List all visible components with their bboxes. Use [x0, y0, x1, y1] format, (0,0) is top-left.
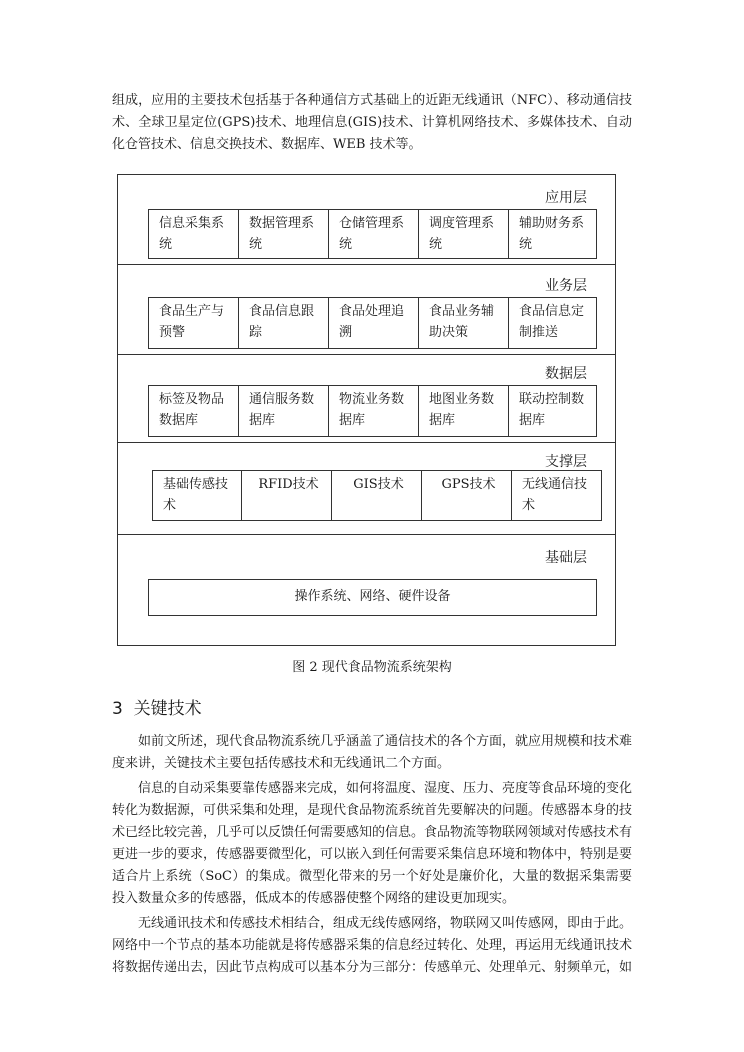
- layer-cell: 联动控制数据库: [519, 392, 585, 428]
- layer-cell: GIS技术: [332, 471, 422, 520]
- layer-title: 支撑层: [545, 454, 587, 470]
- layer-support: [118, 443, 615, 535]
- layer-title: 基础层: [545, 550, 587, 566]
- layer-cell: GPS技术: [422, 471, 512, 520]
- section-title: 关键技术: [133, 699, 202, 719]
- layer-cell: RFID技术: [242, 471, 332, 520]
- layer-foundation: [118, 535, 615, 645]
- layer-cell: 辅助财务系统: [519, 216, 585, 252]
- layer-row: [148, 209, 597, 259]
- figure-caption: 图 2 现代食品物流系统架构: [292, 660, 452, 675]
- section-heading: [112, 694, 202, 719]
- layer-data: [118, 355, 615, 443]
- layer-cell: 标签及物品数据库: [149, 386, 239, 436]
- layer-title: 数据层: [545, 366, 587, 382]
- layer-cell: 食品处理追溯: [329, 298, 419, 348]
- layer-row: [152, 470, 602, 521]
- architecture-figure: [117, 174, 616, 646]
- layer-application: [118, 175, 615, 265]
- layer-cell: 通信服务数据库: [239, 386, 329, 436]
- layer-row: [148, 385, 597, 437]
- layer-cell: 无线通信技术: [522, 477, 588, 513]
- body-paragraph: 如前文所述，现代食品物流系统几乎涵盖了通信技术的各个方面，就应用规模和技术难度来讲，关键技术主要包括传感技术和无线通讯二个方面。: [112, 734, 633, 771]
- layer-cell: 地图业务数据库: [419, 386, 509, 436]
- layer-cell: 食品信息跟踪: [239, 298, 329, 348]
- layer-cell: 物流业务数据库: [329, 386, 419, 436]
- layer-row: [148, 297, 597, 349]
- section-number: 3: [112, 699, 123, 719]
- layer-title: 业务层: [545, 278, 587, 294]
- layer-business: [118, 265, 615, 355]
- layer-cell: 仓储管理系统: [329, 210, 419, 258]
- foundation-box: 操作系统、网络、硬件设备: [148, 579, 597, 616]
- body-paragraph: 无线通讯技术和传感技术相结合，组成无线传感网络，物联网又叫传感网，即由于此。网络中一个节点的基本功能就是将传感器采集的信息经过转化、处理，再运用无线通讯技术将数据传递出去，因此节点构成可以基本分为三部分：传感单元、处理单元、射频单元，如: [112, 916, 633, 975]
- layer-title: 应用层: [545, 190, 587, 206]
- layer-cell: 调度管理系统: [419, 210, 509, 258]
- intro-paragraph: 组成，应用的主要技术包括基于各种通信方式基础上的近距无线通讯（NFC）、移动通信技术、全球卫星定位(GPS)技术、地理信息(GIS)技术、计算机网络技术、多媒体技术、自动化仓管技术、信息交换技术、数据库、WEB 技术等。: [112, 93, 632, 152]
- layer-cell: 信息采集系统: [149, 210, 239, 258]
- body-paragraph: 信息的自动采集要靠传感器来完成，如何将温度、湿度、压力、亮度等食品环境的变化转化为数据源，可供采集和处理，是现代食品物流系统首先要解决的问题。传感器本身的技术已经比较完善，几乎可以反馈任何需要感知的信息。食品物流等物联网领域对传感技术有更进一步的要求，传感器要微型化，可以嵌入到任何需要采集信息环境和物体中，特别是要适合片上系统（SoC）的集成。微型化带来的另一个好处是廉价化，大量的数据采集需要投入数量众多的传感器，低成本的传感器使整个网络的建设更加现实。: [112, 781, 633, 906]
- layer-cell: 食品生产与预警: [149, 298, 239, 348]
- layer-cell: 食品信息定制推送: [519, 304, 585, 340]
- layer-cell: 数据管理系统: [239, 210, 329, 258]
- layer-cell: 食品业务辅助决策: [419, 298, 509, 348]
- layer-cell: 基础传感技术: [153, 471, 242, 520]
